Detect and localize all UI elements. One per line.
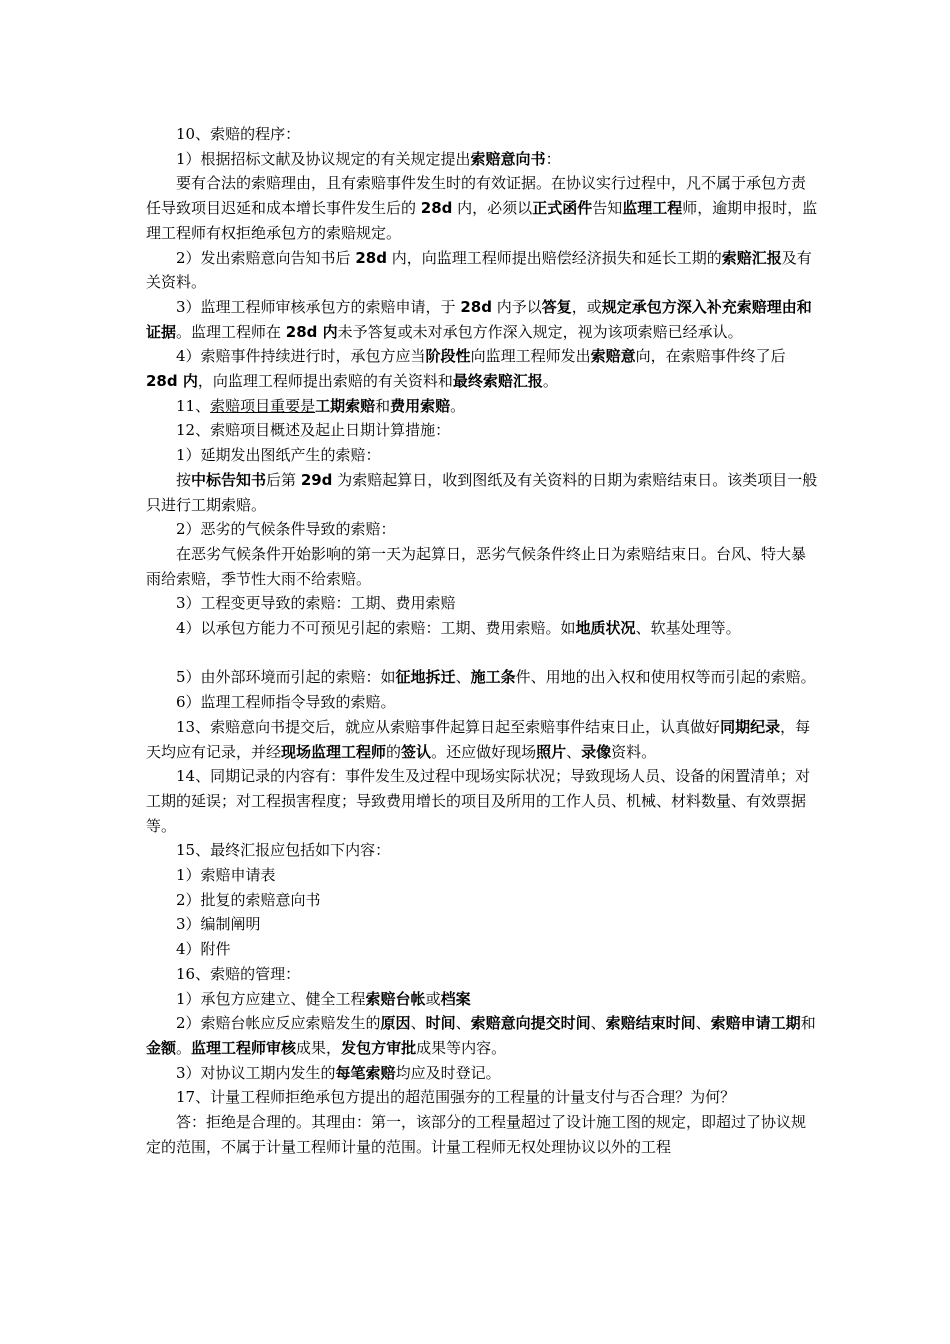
bold-text: 发包方审批 — [341, 1039, 417, 1057]
bold-text: 施工条 — [470, 668, 516, 687]
text-run: 13、索赔意向书提交后，就应从索赔事件起算日起至索赔事件结束日止，认真做好 — [176, 717, 721, 736]
text-run: 均应及时登记。 — [395, 1063, 501, 1082]
text-run: 2）发出索赔意向告知书后 — [176, 248, 356, 267]
bold-text: 金额 — [146, 1039, 177, 1057]
text-run: 、软基处理等。 — [635, 619, 741, 638]
paragraph — [146, 542, 818, 591]
text-run: 、 — [695, 1014, 711, 1033]
text-run: 向，在索赔事件终了后 — [635, 347, 786, 366]
paragraph — [146, 295, 818, 344]
text-run: 1）索赔申请表 — [176, 866, 276, 885]
bold-text: 28d — [355, 248, 387, 267]
text-run: 资料。 — [611, 742, 657, 761]
text-run: 。 — [542, 372, 558, 391]
text-run: 告知 — [592, 199, 623, 218]
text-run: 2）批复的索赔意向书 — [176, 890, 321, 909]
text-run: 件、用地的出入权和使用权等而引起的索赔。 — [515, 668, 816, 687]
paragraph — [146, 122, 818, 147]
paragraph — [146, 863, 818, 888]
text-run: 在恶劣气候条件开始影响的第一天为起算日，恶劣气候条件终止日为索赔结束日。台风、特大暴雨给索赔，季节性大雨不给索赔。 — [146, 544, 807, 588]
paragraph — [146, 418, 818, 443]
bold-text: 索赔意向提交时间 — [470, 1014, 591, 1033]
text-run: 要有合法的索赔理由，且有索赔事件发生时的有效证据。在协议实行过程中，凡不属于承包方责任导致项目迟延和成本增长事件发生后的 — [146, 174, 807, 218]
text-run: 答：拒绝是合理的。其理由：第一，该部分的工程量超过了设计施工图的规定，即超过了协议规定的范围，不属于计量工程师计量的范围。计量工程师无权处理协议以外的工程 — [146, 1113, 807, 1156]
text-run: 17、计量工程师拒绝承包方提出的超范围强夯的工程量的计量支付与否合理？为何？ — [176, 1088, 736, 1107]
bold-text: 照片 — [536, 742, 567, 761]
text-run: 5）由外部环境而引起的索赔：如 — [176, 668, 396, 687]
bold-text: 征地拆迁 — [395, 668, 456, 687]
bold-text: 28d — [460, 297, 492, 316]
text-run: 。 — [450, 396, 466, 415]
text-run: 的 — [386, 742, 402, 761]
text-run: 或 — [425, 989, 441, 1008]
bold-text: 每笔索赔 — [335, 1063, 396, 1082]
text-run: 和 — [800, 1014, 816, 1033]
paragraph — [146, 616, 818, 641]
bold-text: 费用索赔 — [390, 396, 451, 415]
text-run: 6）监理工程师指令导致的索赔。 — [176, 693, 396, 712]
bold-text: 正式函件 — [532, 199, 593, 218]
text-run: 2）恶劣的气候条件导致的索赔： — [176, 520, 396, 539]
text-run: 10、索赔的程序： — [176, 125, 301, 143]
bold-text: 28d — [420, 199, 453, 218]
bold-text: 28d 内 — [285, 322, 338, 341]
paragraph — [146, 764, 818, 838]
paragraph — [146, 715, 818, 764]
text-run: 3）编制阐明 — [176, 915, 261, 934]
text-run: ： — [545, 149, 561, 168]
bold-text: 29d — [300, 470, 333, 489]
text-run: 按 — [176, 470, 192, 489]
text-run: 。还应做好现场 — [431, 742, 537, 761]
text-run: 1）延期发出图纸产生的索赔： — [176, 446, 381, 465]
bold-text: 规定承包方深入补充索赔理由和证据 — [146, 297, 812, 341]
bold-text: 地质状况 — [575, 619, 636, 638]
paragraph — [146, 912, 818, 937]
paragraph — [146, 468, 818, 517]
bold-text: 监理工程 — [622, 199, 683, 218]
bold-text: 索赔台帐 — [365, 989, 426, 1008]
paragraph — [146, 1011, 818, 1060]
paragraph — [146, 690, 818, 715]
bold-text: 阶段性 — [425, 347, 471, 366]
paragraph — [146, 171, 818, 245]
paragraph — [146, 888, 818, 913]
bold-text: 28d 内 — [146, 372, 198, 391]
text-run: 、 — [590, 1014, 606, 1033]
bold-text: 同期纪录 — [720, 717, 781, 736]
bold-text: 索赔汇报 — [721, 248, 782, 267]
text-run: 3）工程变更导致的索赔：工期、费用索赔 — [176, 594, 456, 613]
text-run: 15、最终汇报应包括如下内容： — [176, 841, 391, 860]
underlined-text: 索赔项目重要是 — [210, 396, 316, 415]
bold-text: 现场监理工程师 — [281, 742, 387, 761]
text-run: 3）对协议工期内发生的 — [176, 1063, 336, 1082]
text-run: 及有关资料。 — [146, 248, 812, 292]
text-run: 16、索赔的管理： — [176, 964, 301, 983]
paragraph — [146, 1110, 818, 1159]
text-run: 1）根据招标文献及协议规定的有关规定提出 — [176, 149, 471, 168]
bold-text: 原因 — [380, 1014, 411, 1033]
bold-text: 索赔意向书 — [470, 149, 546, 168]
paragraph — [146, 443, 818, 468]
text-run: 、 — [455, 1014, 471, 1033]
text-run: 。 — [176, 1039, 192, 1057]
paragraph — [146, 344, 818, 393]
text-run: 11、 — [176, 396, 211, 415]
text-run: 和 — [375, 396, 391, 415]
document-page — [146, 122, 818, 1160]
paragraph — [146, 147, 818, 172]
text-run: 3）监理工程师审核承包方的索赔申请，于 — [176, 297, 461, 316]
bold-text: 档案 — [440, 989, 471, 1008]
text-run: 内，向监理工程师提出赔偿经济损失和延长工期的 — [386, 248, 722, 267]
text-run: 4）以承包方能力不可预见引起的索赔：工期、费用索赔。如 — [176, 619, 576, 638]
text-run: ，向监理工程师提出索赔的有关资料和 — [197, 372, 453, 391]
bold-text: 时间 — [425, 1014, 456, 1033]
paragraph — [146, 1085, 818, 1110]
bold-text: 监理工程师审核 — [191, 1039, 297, 1057]
text-run: 、 — [410, 1014, 426, 1033]
text-run: 14、同期记录的内容有：事件发生及过程中现场实际状况；导致现场人员、设备的闲置清单；对工期的延误；对工程损害程度；导致费用增长的项目及所用的工作人员、机械、材料数量、有效票据等。 — [146, 767, 811, 835]
text-run: 。监理工程师在 — [176, 322, 286, 341]
text-run: 成果， — [296, 1039, 342, 1057]
paragraph — [146, 962, 818, 987]
text-run: 内予以 — [491, 297, 542, 316]
text-run: 内，必须以 — [452, 199, 533, 218]
text-run: 12、索赔项目概述及起止日期计算措施： — [176, 421, 451, 440]
bold-text: 中标告知书 — [191, 470, 267, 489]
bold-text: 签认 — [401, 742, 432, 761]
paragraph — [146, 517, 818, 542]
text-run: 后第 — [266, 470, 301, 489]
text-run: 成果等内容。 — [416, 1039, 507, 1057]
text-run: 4）索赔事件持续进行时，承包方应当 — [176, 347, 426, 366]
text-run: 、 — [455, 668, 471, 687]
bold-text: 工期索赔 — [315, 396, 376, 415]
text-run: ，或 — [571, 297, 602, 316]
paragraph — [146, 641, 818, 666]
paragraph — [146, 937, 818, 962]
bold-text: 索赔意 — [590, 347, 636, 366]
text-run: 师，逾期申报时，监理工程师有权拒绝承包方的索赔规定。 — [146, 199, 818, 242]
text-run: 2）索赔台帐应反应索赔发生的 — [176, 1014, 381, 1033]
bold-text: 索赔结束时间 — [605, 1014, 696, 1033]
paragraph — [146, 246, 818, 295]
paragraph — [146, 1061, 818, 1086]
bold-text: 答复 — [541, 297, 572, 316]
text-run: 1）承包方应建立、健全工程 — [176, 989, 366, 1008]
bold-text: 录像 — [581, 742, 612, 761]
paragraph — [146, 591, 818, 616]
text-run: 向监理工程师发出 — [470, 347, 591, 366]
paragraph — [146, 987, 818, 1012]
text-run: 4）附件 — [176, 940, 231, 959]
bold-text: 索赔申请工期 — [710, 1014, 801, 1033]
text-run: 为索赔起算日，收到图纸及有关资料的日期为索赔结束日。该类项目一般只进行工期索赔。 — [146, 470, 818, 514]
paragraph — [146, 394, 818, 419]
text-run: 、 — [566, 742, 582, 761]
text-run: 未予答复或未对承包方作深入规定，视为该项索赔已经承认。 — [337, 322, 743, 341]
bold-text: 最终索赔汇报 — [452, 372, 543, 391]
paragraph — [146, 665, 818, 690]
paragraph — [146, 838, 818, 863]
text-run: ，每天均应有记录，并经 — [146, 717, 811, 761]
